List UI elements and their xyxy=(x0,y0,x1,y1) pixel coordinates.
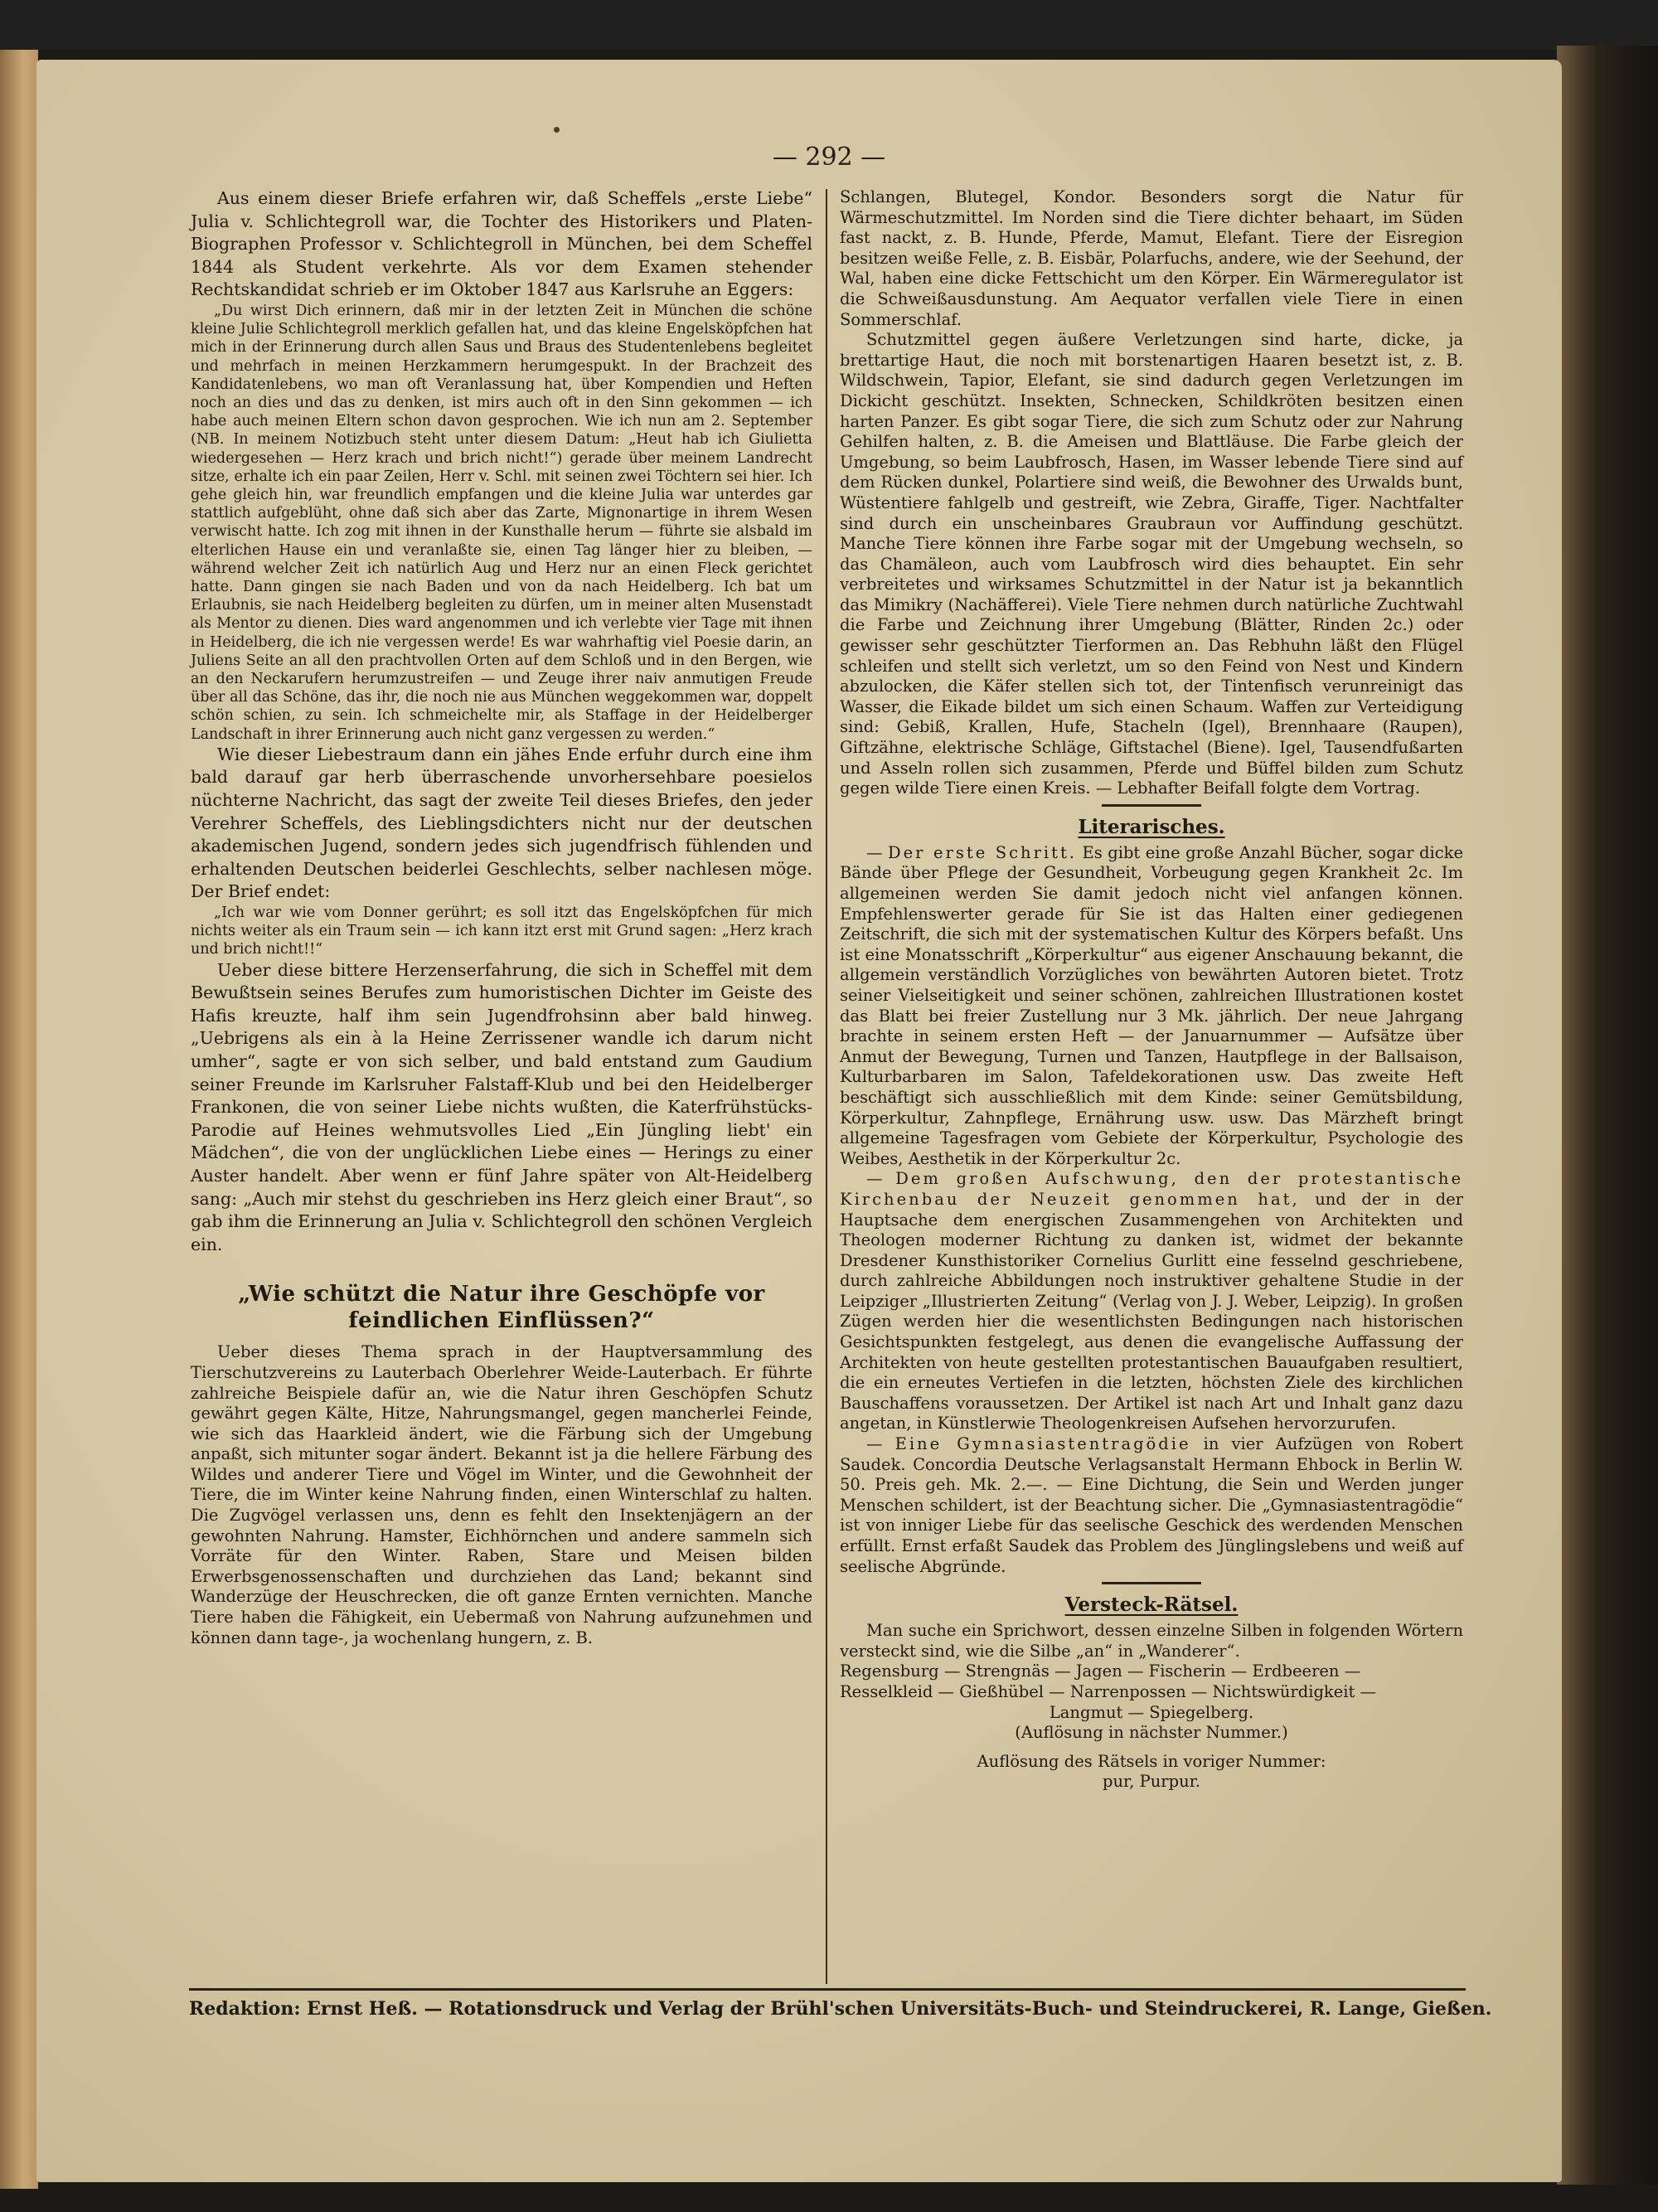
literature-entry-kirchenbau xyxy=(840,1169,1463,1434)
section-heading-literarisches: Literarisches. xyxy=(1078,815,1225,838)
section-heading-versteck-raetsel: Versteck-Rätsel. xyxy=(1064,1594,1239,1617)
scheffel-intro-paragraph: Aus einem dieser Briefe erfahren wir, daß Scheffels „erste Liebe“ Julia v. Schlichtegroll war, die Tochter des Historikers und Platen-Biographen Professor v. Schlichtegroll in München, bei dem Scheffel 1844 als Student verkehrte. Als vor dem Examen stehender Rechtskandidat schrieb er im Oktober 1847 aus Karlsruhe an Eggers: xyxy=(191,188,812,300)
literature-entry-erster-schritt xyxy=(840,843,1463,1170)
solution-text: pur, Purpur. xyxy=(1102,1772,1201,1792)
book-spine-edge xyxy=(0,50,38,2189)
right-column xyxy=(840,187,1463,1792)
entry-dash: — xyxy=(866,1434,895,1454)
entry-dash: — xyxy=(866,1169,896,1189)
scheffel-letter-quote: „Du wirst Dich erinnern, daß mir in der letzten Zeit in München die schöne kleine Julie Schlichtegroll merklich gefallen hat, und das kleine Engelsköpfchen hat mich in der Erinnerung durch allen Saus und Braus des Studentenlebens begleitet und mehrfach in meinen Herzkammern herumgespukt. In der Brachzeit des Kandidatenlebens, wo man oft Veranlassung hat, über Kompendien und Heften noch an dies und das zu denken, ist mirs auch oft in den Sinn gekommen — ich habe auch meinen Eltern schon davon gesprochen. Wie ich nun am 2. September (NB. In meinem Notizbuch steht unter diesem Datum: „Heut hab ich Giulietta wiedergesehen — Herz krach und brich nicht!“) gerade über meinem Landrecht sitze, erhalte ich ein paar Zeilen, Herr v. Schl. mit seinen zwei Töchtern sei hier. Ich gehe gleich hin, war freundlich empfangen und die kleine Julia war unterdes gar stattlich aufgeblüht, ohne daß sich aber das Zarte, Mignonartige in ihrem Wesen verwischt hatte. Ich zog mit ihnen in der Kunsthalle herum — führte sie alsbald im elterlichen Hause ein und veranlaßte sie, einen Tag länger hier zu bleiben, — während welcher Zeit ich natürlich Aug und Herz nur an einen Fleck gerichtet hatte. Dann gingen sie nach Baden und von da nach Heidelberg. Ich bat um Erlaubnis, sie nach Heidelberg begleiten zu dürfen, um in meiner alten Musenstadt als Mentor zu dienen. Dies ward angenommen und ich verlebte vier Tage mit ihnen in Heidelberg, die ich nie vergessen werde! Es war wahrhaftig viel Poesie darin, an Juliens Seite an all den prachtvollen Orten auf dem Schloß und in den Bergen, wie an den Neckarufern herumzustreifen — und Zeuge ihrer naiv anmutigen Freude über all das Schöne, das ihr, die noch nie aus München weggekommen war, doppelt schön schien, zu sein. Ich schmeichelte mir, als Staffage in der Heidelberger Landschaft in ihrer Erinnerung auch nicht ganz vergessen zu werden.“ xyxy=(191,302,812,743)
entry-body-erster-schritt: Es gibt eine große Anzahl Bücher, sogar dicke Bände über Pflege der Gesundheit, Vorbeugung gegen Krankheit 2c. Im allgemeinen werden Sie damit jedoch nicht viel anfangen können. Empfehlenswerter gerade für Sie ist das Halten einer gediegenen Zeitschrift, die sich mit der systematischen Kultur des Körpers befaßt. Uns ist eine Monatsschrift „Körperkultur“ aus eigener Anschauung bekannt, die allgemein verständlich Vorzügliches von bewährten Autoren bietet. Trotz seiner Vielseitigkeit und seiner schönen, zahlreichen Illustrationen kostet das Blatt bei freier Zustellung nur 3 Mk. jährlich. Der neue Jahrgang brachte in seinem ersten Heft — der Januarnummer — Aufsätze über Anmut der Bewegung, Turnen und Tanzen, Hautpflege in der Ballsaison, Kulturbarbaren im Salon, Tafeldekorationen usw. Das zweite Heft beschäftigt sich ausschließlich mit dem Kinde: seiner Gemütsbildung, Körperkultur, Zahnpflege, Ernährung usw. usw. Das Märzheft bringt allgemeine Tagesfragen vom Gebiete der Körperkultur, Psychologie des Weibes, Aesthetik in der Körperkultur 2c. xyxy=(840,842,1464,1168)
section-rule xyxy=(1102,1582,1201,1584)
entry-body-gymnasiastentragoedie: in vier Aufzügen von Robert Saudek. Concordia Deutsche Verlagsanstalt Hermann Ehbock in Berlin W. 50. Preis geh. Mk. 2.—. — Eine Dichtung, die Sein und Werden junger Menschen schildert, ist der Beachtung sicher. Die „Gymnasiastentragödie“ ist von inniger Liebe für das seelische Geschick des werdenden Menschen erfüllt. Ernst erfaßt Saudek das Problem des Jünglingslebens und weiß auf seelische Abgründe. xyxy=(840,1434,1463,1576)
imprint-footer: Redaktion: Ernst Heß. — Rotationsdruck und Verlag der Brühl'schen Universitäts-Buch- und Steindruckerei, R. Lange, Gießen. xyxy=(189,1998,1492,2020)
raetsel-words-line-3: Langmut — Spiegelberg. xyxy=(1049,1702,1254,1722)
solution-title: Auflösung des Rätsels in voriger Nummer: xyxy=(977,1751,1326,1771)
raetsel-words-line-1: Regensburg — Strengnäs — Jagen — Fischerin — Erdbeeren — xyxy=(840,1661,1361,1681)
page-number: — 292 — xyxy=(772,143,886,172)
entry-title-kirchenbau: Dem großen Aufschwung, den der protestantische Kirchenbau der Neuzeit genommen hat, xyxy=(840,1169,1463,1209)
section-rule xyxy=(1102,804,1201,807)
natur-article-paragraph-1: Ueber dieses Thema sprach in der Hauptversammlung des Tierschutzvereins zu Lauterbach Oberlehrer Weide-Lauterbach. Er führte zahlreiche Beispiele dafür an, wie die Natur ihren Geschöpfen Schutz gewährt gegen Kälte, Hitze, Nahrungsmangel, gegen mancherlei Feinde, wie sich das Haarkleid ändert, wie die Färbung sich der Umgebung anpaßt, sich mitunter sogar ändert. Bekannt ist ja die hellere Färbung des Wildes und anderer Tiere und Vögel im Winter, und die Gewohnheit der Tiere, die im Winter keine Nahrung finden, einen Winterschlaf zu halten. Die Zugvögel verlassen uns, denn es fehlt den Insektenjägern an der gewohnten Nahrung. Hamster, Eichhörnchen und andere sammeln sich Vorräte für den Winter. Raben, Stare und Meisen bilden Erwerbsgenossenschaften und durchziehen das Land; bekannt sind Wanderzüge der Heuschrecken, die oft ganze Ernten vernichten. Manche Tiere haben die Fähigkeit, ein Uebermaß von Nahrung aufzunehmen und können dann tage-, ja wochenlang hungern, z. B. xyxy=(191,1342,812,1647)
scheffel-paragraph-2: Wie dieser Liebestraum dann ein jähes Ende erfuhr durch eine ihm bald darauf gar herb überraschende unvorhersehbare poesielos nüchterne Nachricht, das sagt der zweite Teil dieses Briefes, den jeder Verehrer Scheffels, des Lieblingsdichters nicht nur der deutschen akademischen Jugend, sondern jedes sich jugendfrisch fühlenden und erhaltenden Deutschen beiderlei Geschlechts, selber nachlesen möge. Der Brief endet: xyxy=(191,744,812,902)
natur-article-continued-2: Schutzmittel gegen äußere Verletzungen sind harte, dicke, ja brettartige Haut, die noch mit borstenartigen Haaren besetzt ist, z. B. Wildschwein, Tapior, Elefant, sie sind dadurch gegen Verletzungen im Dickicht geschützt. Insekten, Schnecken, Schildkröten besitzen einen harten Panzer. Es gibt sogar Tiere, die sich zum Schutz oder zur Nahrung Gehilfen halten, z. B. die Ameisen und Blattläuse. Die Farbe gleich der Umgebung, so beim Laubfrosch, Hasen, im Wasser lebende Tiere sind auf dem Rücken dunkel, Polartiere sind weiß, die Bewohner des Urwalds bunt, Wüstentiere fahlgelb und gestreift, wie Zebra, Giraffe, Tiger. Nachtfalter sind durch ein unscheinbares Graubraun vor Auffindung geschützt. Manche Tiere können ihre Farbe sogar mit der Umgebung wechseln, so das Chamäleon, auch vom Laubfrosch wird dies behauptet. Ein sehr verbreitetes und wirksames Schutzmittel in der Natur ist ja bekanntlich das Mimikry (Nachäfferei). Viele Tiere nehmen durch natürliche Zuchtwahl die Farbe und Zeichnung ihrer Umgebung (Blätter, Rinden 2c.) oder gewisser sehr geschützter Tierformen an. Das Rebhuhn läßt den Flügel schleifen und stellt sich verletzt, um so den Feind von Nest und Kindern abzulocken, die Käfer stellen sich tot, der Tintenfisch verunreinigt das Wasser, die Eikade bildet um sich einen Schaum. Waffen zur Verteidigung sind: Gebiß, Krallen, Hufe, Stacheln (Igel), Brennhaare (Raupen), Giftzähne, elektrische Schläge, Giftstachel (Biene). Igel, Tausendfußarten und Asseln rollen sich zusammen, Pferde und Büffel bilden zum Schutz gegen wilde Tiere einen Kreis. — Lebhafter Beifall folgte dem Vortrag. xyxy=(840,330,1463,798)
literature-entry-gymnasiastentragoedie xyxy=(840,1434,1463,1577)
scheffel-letter-ending-quote: „Ich war wie vom Donner gerührt; es soll itzt das Engelsköpfchen für mich nichts weiter als ein Traum sein — ich kann itzt erst mit Grund sagen: „Herz krach und brich nicht!!“ xyxy=(191,905,812,958)
entry-body-kirchenbau: und der in der Hauptsache dem energischen Zusammengehen von Architekten und Theologen moderner Richtung zu danken ist, widmet der bekannte Dresdener Kunsthistoriker Cornelius Gurlitt eine fesselnd geschriebene, durch zahlreiche Abbildungen noch instruktiver gehaltene Studie in der Leipziger „Illustrierten Zeitung“ (Verlag von J. J. Weber, Leipzig). In großen Zügen werden hier die wesentlichsten Bedingungen nach historischen Gesichtspunkten festgelegt, aus denen die evangelische Auffassung der Architekten von heute gestellten protestantischen Bauaufgaben resultiert, die ein erneutes Vertiefen in die letzten, höchsten Ziele des kirchlichen Bauschaffens voraussetzen. Der Artikel ist nach Art und Inhalt ganz dazu angetan, in Künstlerwie Theologenkreisen Aufsehen hervorzurufen. xyxy=(840,1189,1463,1433)
scheffel-paragraph-3: Ueber diese bittere Herzenserfahrung, die sich in Scheffel mit dem Bewußtsein seines Berufes zum humoristischen Dichter im Geiste des Hafis kreuzte, half ihm sein Jugendfrohsinn aber bald hinweg. „Uebrigens als ein à la Heine Zerrissener wandle ich darum nicht umher“, sagte er von sich selber, und bald entstand zum Gaudium seiner Freunde im Karlsruher Falstaff-Klub und bei den Heidelberger Frankonen, die von seiner Liebe nichts wußten, die Katerfrühstücks-Parodie auf Heines wehmutsvolles Lied „Ein Jüngling liebt' ein Mädchen“, die von der unglücklichen Liebe eines — Herings zu einer Auster handelt. Aber wenn er fünf Jahre später von Alt-Heidelberg sang: „Auch mir stehst du geschrieben ins Herz gleich einer Braut“, so gab ihm die Erinnerung an Julia v. Schlichtegroll den schönen Vergleich ein. xyxy=(191,959,812,1254)
scan-background-top xyxy=(0,0,1658,50)
raetsel-intro: Man suche ein Sprichwort, dessen einzelne Silben in folgenden Wörtern versteckt sind, wie die Silbe „an“ in „Wanderer“. xyxy=(840,1621,1463,1661)
entry-title-gymnasiastentragoedie: Eine Gymnasiastentragödie xyxy=(894,1434,1191,1454)
footer-rule xyxy=(189,1988,1466,1991)
natur-article-continued-1: Schlangen, Blutegel, Kondor. Besonders sorgt die Natur für Wärmeschutzmittel. Im Norden sind die Tiere dichter behaart, im Süden fast nackt, z. B. Hunde, Pferde, Mamut, Elefant. Tiere der Eisregion besitzen weiße Felle, z. B. Eisbär, Polarfuchs, andere, wie der Seehund, der Wal, haben eine dicke Fettschicht um den Körper. Ein Wärmeregulator ist die Schweißausdunstung. Am Aequator verfallen viele Tiere in einen Sommerschlaf. xyxy=(840,187,1463,329)
entry-title-erster-schritt: Der erste Schritt. xyxy=(888,842,1077,862)
raetsel-words-line-2: Resselkleid — Gießhübel — Narrenpossen — Nichtswürdigkeit — xyxy=(840,1681,1377,1701)
left-column xyxy=(191,187,812,1648)
page-stack-edge xyxy=(1557,46,1658,2185)
raetsel-note: (Auflösung in nächster Nummer.) xyxy=(1015,1723,1288,1743)
column-divider xyxy=(826,189,827,1984)
entry-dash: — xyxy=(866,842,888,862)
article-heading-natur: „Wie schützt die Natur ihre Geschöpfe vor feindlichen Einflüssen?“ xyxy=(238,1282,765,1334)
ink-speck xyxy=(554,127,560,133)
